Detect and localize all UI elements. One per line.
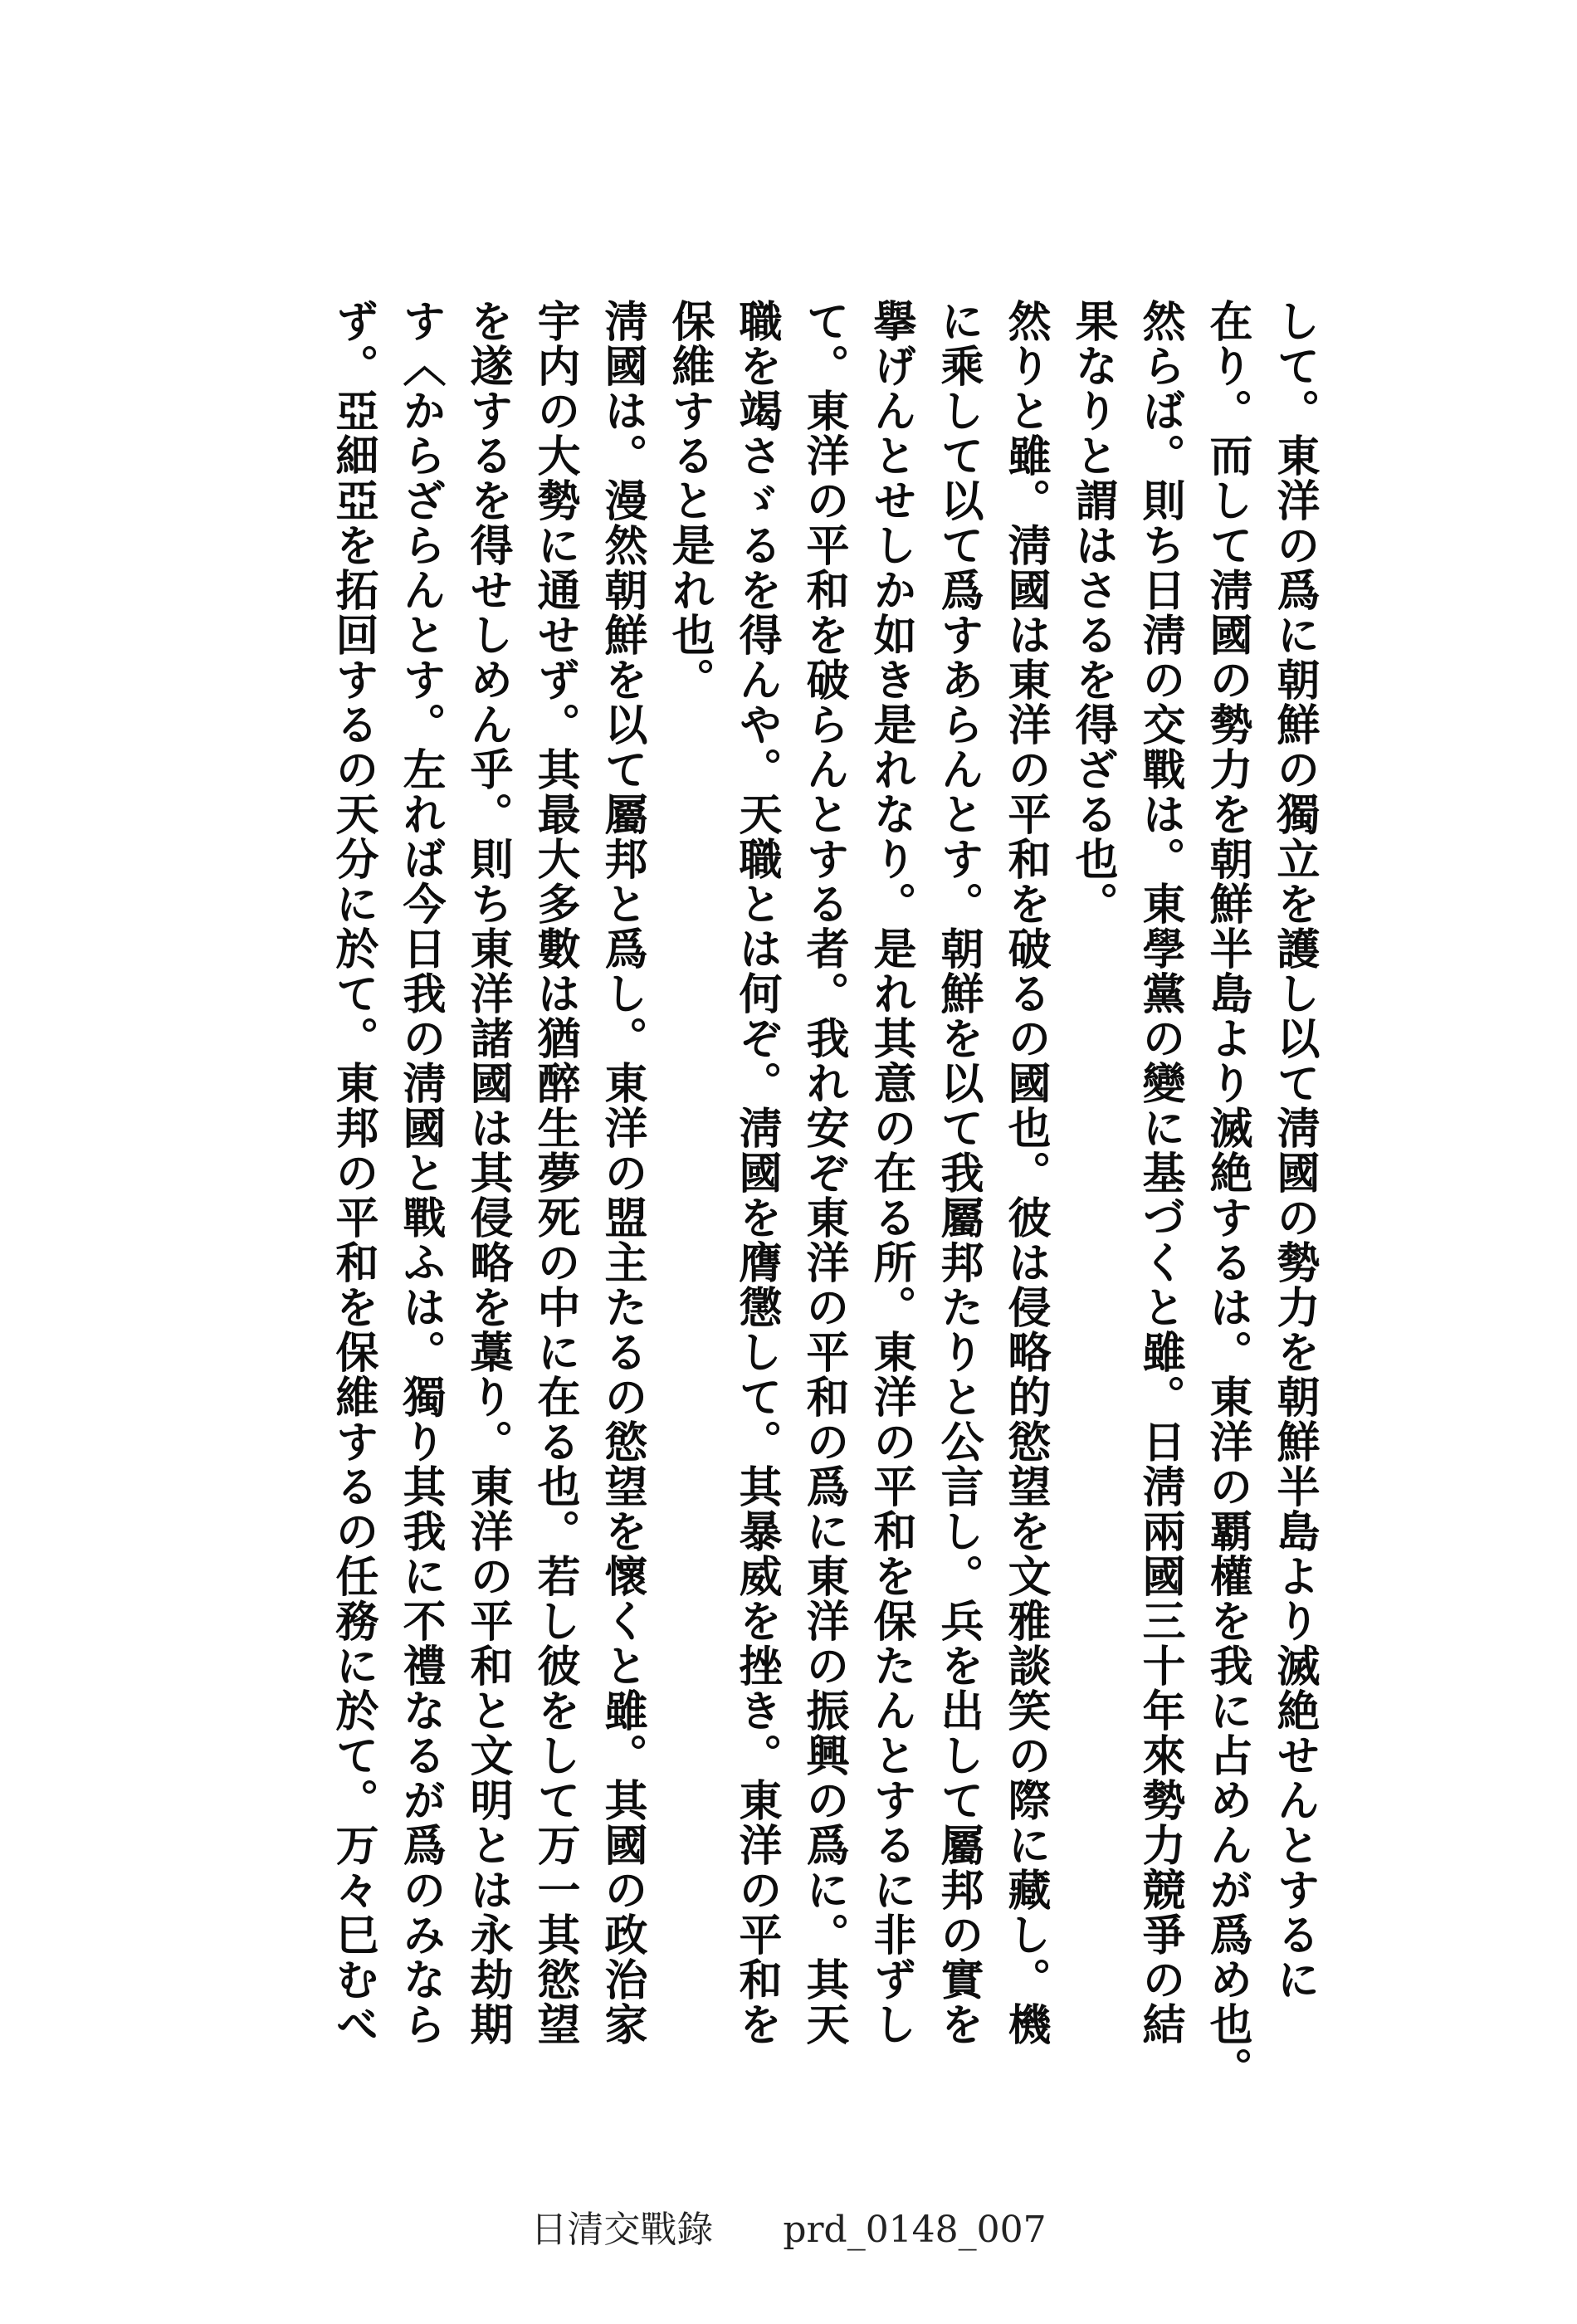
- text-line-tail: 獨り其我に不禮なるが爲のみなら: [395, 1374, 446, 2047]
- text-line-tail: 東洋の平和と文明とは永劫期: [462, 1464, 513, 2047]
- text-line-head: に乘して以て爲すあらんとす。: [933, 299, 984, 926]
- text-line: [723, 299, 790, 2047]
- text-line: [857, 299, 925, 2047]
- text-line: [588, 299, 656, 2047]
- text-line-middle: 漫然朝鮮を以て屬邦と爲し。: [597, 478, 647, 1061]
- text-line-middle: 其最大多數は猶醉生夢死の中に在る也。: [530, 747, 580, 1554]
- text-line: [925, 299, 992, 2047]
- footer-document-id: prd_0148_007: [783, 2209, 1047, 2251]
- text-line: [387, 299, 454, 2047]
- text-line-tail: 淸國を膺懲して。其暴威を挫き。東洋の平和を: [731, 1106, 782, 2047]
- text-line: [1261, 299, 1328, 2025]
- text-line-head: 擧げんとせしか如き是れなり。: [866, 299, 916, 926]
- text-line-head: す〈からざらんとす。: [395, 299, 446, 747]
- text-line-head: 宇内の大勢に通せず。: [530, 299, 580, 747]
- text-line-middle: 朝鮮を以て我屬邦たりと公: [933, 926, 984, 1464]
- text-line-middle: 東洋の平和を破らんとする者。: [798, 388, 849, 1016]
- text-line-tail: 東邦の平和を保維するの任務に於て。万々巳むべ: [328, 1061, 378, 2047]
- text-line-middle: 而して淸國の勢力を朝鮮半島より滅: [1202, 433, 1252, 1150]
- text-line: [1194, 299, 1261, 2092]
- text-line-head: して。: [1269, 299, 1320, 433]
- text-line-tail: 東洋の盟主たるの慾望を懷くと雖。其國の政治家: [597, 1061, 647, 2047]
- text-line-head: 淸國は。: [597, 299, 647, 478]
- text-line-head: 然りと雖。: [1000, 299, 1051, 523]
- text-line-tail: 若し彼をして万一其慾望: [530, 1554, 580, 2047]
- text-line-tail: 勢力を朝鮮半島より滅絶せんとするに: [1269, 1240, 1320, 2002]
- text-line-middle: 東洋の爲に朝鮮の獨立を護し以て淸國の: [1269, 433, 1320, 1240]
- text-line-middle: 亞細亞を拓回するの天分に於て。: [328, 388, 378, 1061]
- page-footer: [0, 2200, 1577, 2253]
- text-line-tail: 言し。兵を出して屬邦の實を: [933, 1464, 984, 2047]
- text-line-tail: 東學黨の變に基づくと雖。日淸兩國三十年來勢力競爭の結: [1135, 881, 1185, 2047]
- text-line-middle: 則ち東洋諸國は其侵略を藁り。: [462, 837, 513, 1464]
- vertical-text-block: [266, 299, 1328, 2092]
- text-line-tail: 絶するは。東洋の覇權を我に占めんが爲め也。: [1202, 1150, 1252, 2092]
- text-line-middle: 淸國は東洋の平和を破るの國也。: [1000, 523, 1051, 1195]
- text-line: [656, 299, 723, 2025]
- text-line-tail: 彼は侵略的慾望を文雅談笑の際に藏し。機: [1000, 1195, 1051, 2047]
- text-line-head: を遂するを得せしめん乎。: [462, 299, 513, 837]
- text-line: [992, 299, 1059, 2047]
- text-line-head: て。: [798, 299, 849, 388]
- text-line-middle: 天職とは何ぞ。: [731, 792, 782, 1106]
- text-line-head: 在り。: [1202, 299, 1252, 433]
- text-line-middle: 左れば今日我の淸國と戰ふは。: [395, 747, 446, 1374]
- text-line: [790, 299, 857, 2047]
- text-line-middle: 則ち日淸の交戰は。: [1135, 478, 1185, 881]
- text-line: [1059, 299, 1126, 2025]
- text-line-head: 然らば。: [1135, 299, 1185, 478]
- text-line-head: ず。: [328, 299, 378, 388]
- footer-title: 日清交戰錄: [530, 2209, 714, 2251]
- text-line: [320, 299, 387, 2047]
- text-line-middle: 是れ其意の在る所。: [866, 926, 916, 1330]
- text-line-head: 果なりと謂はさるを得ざる也。: [1067, 299, 1118, 926]
- text-line-tail: 東洋の平和を保たんとするに非ずし: [866, 1330, 916, 2047]
- text-line: [1126, 299, 1194, 2047]
- text-line: [454, 299, 521, 2047]
- text-line-head: 保維すると是れ也。: [664, 299, 715, 702]
- text-line-head: 職を竭さゞるを得んや。: [731, 299, 782, 792]
- text-line-tail: 我れ安ぞ東洋の平和の爲に東洋の振興の爲に。其天: [798, 1016, 849, 2047]
- text-line: [521, 299, 588, 2047]
